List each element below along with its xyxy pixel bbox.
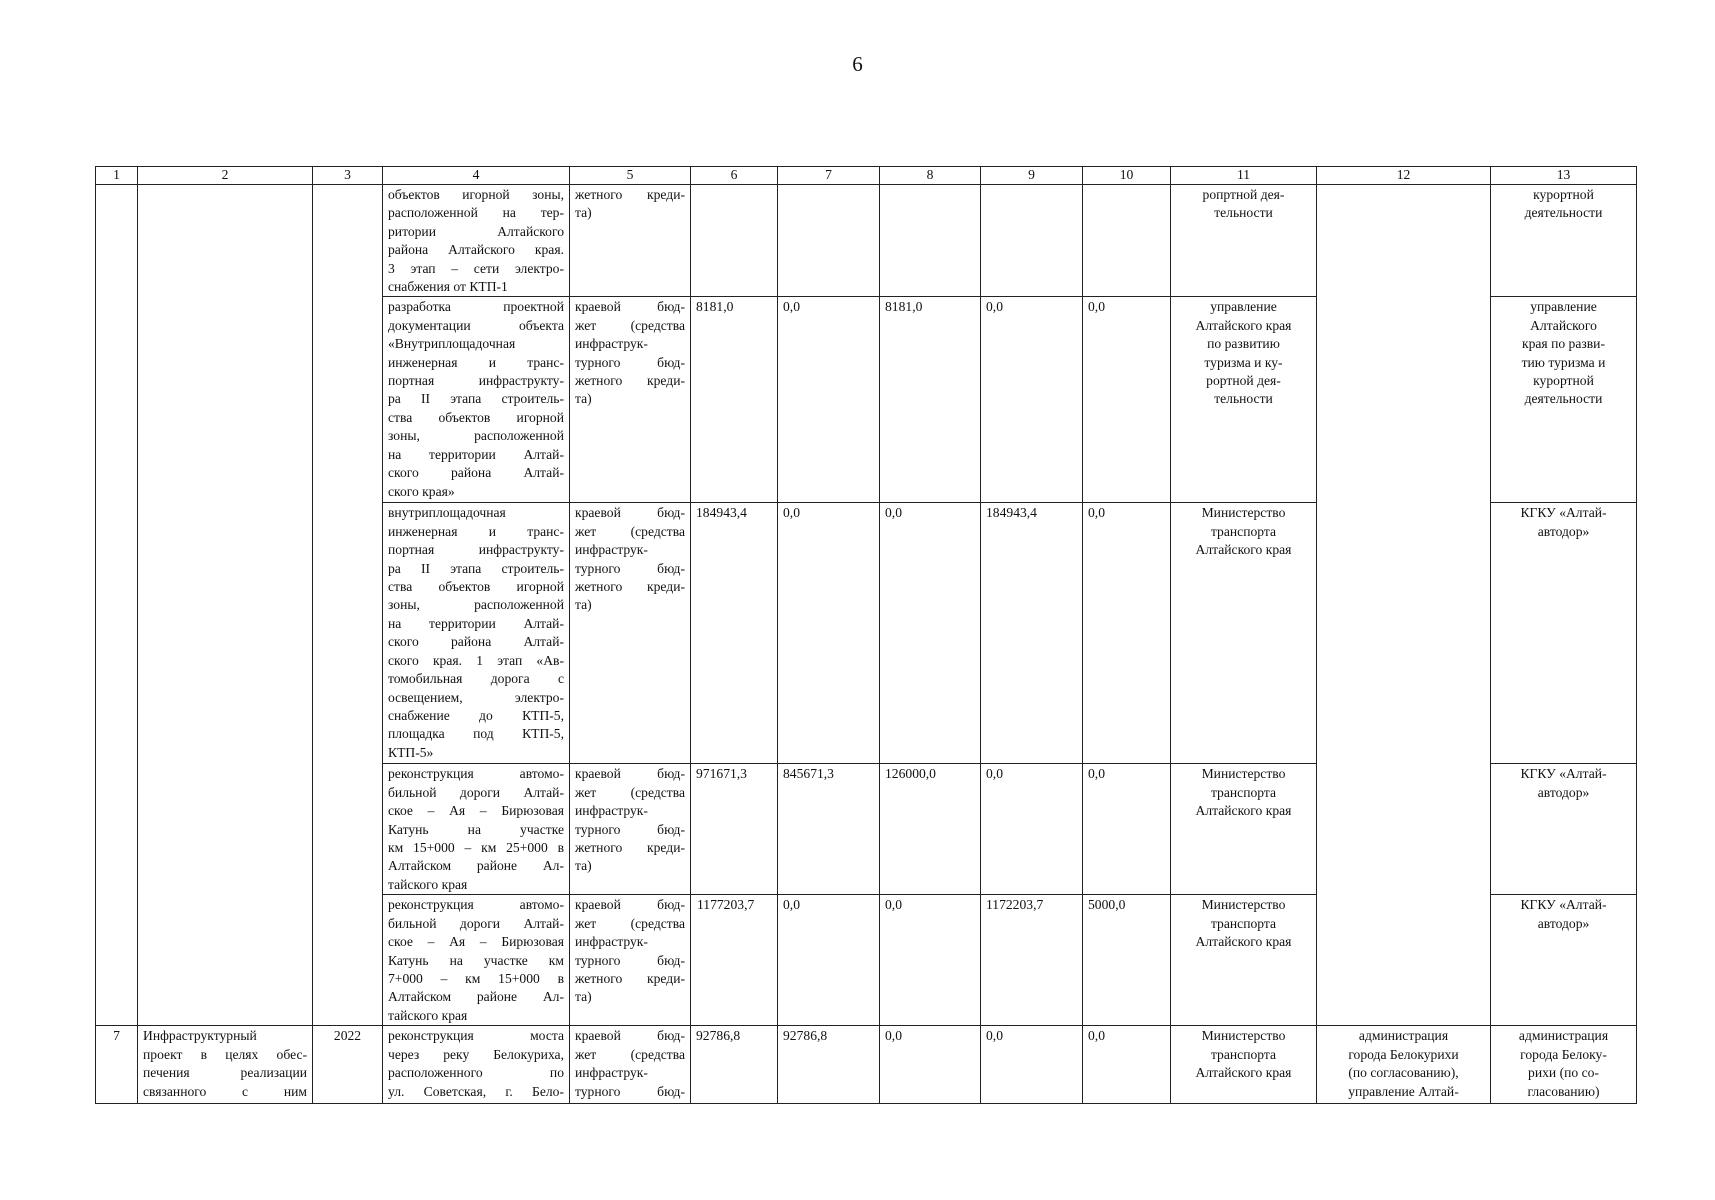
cell-funding-source bbox=[570, 185, 691, 297]
cell-funding-source bbox=[570, 764, 691, 895]
text-line: ства объектов игорной bbox=[388, 579, 564, 595]
cell-col1-merged bbox=[96, 185, 138, 1026]
text-line: Катунь на участке км bbox=[388, 952, 564, 968]
text-line: транспорта bbox=[1210, 1046, 1277, 1062]
cell-executor bbox=[1171, 185, 1317, 297]
text-line: (по согласованию), bbox=[1348, 1065, 1459, 1081]
text-line: Алтайского края bbox=[1195, 317, 1292, 333]
text-line: рихи (по со- bbox=[1528, 1065, 1599, 1081]
cell-customer bbox=[1491, 503, 1637, 764]
table-row bbox=[96, 185, 1637, 297]
text-line: турного бюд- bbox=[575, 821, 685, 837]
text-line: управление bbox=[1530, 299, 1597, 315]
text-line: реконструкция автомо- bbox=[388, 897, 564, 913]
text-line: краевой бюд- bbox=[575, 505, 685, 521]
text-line: инфраструк- bbox=[575, 1065, 648, 1081]
text-line: жет (средства bbox=[575, 317, 685, 333]
cell-year-2021: 0,0 bbox=[981, 297, 1083, 503]
cell-total: 971671,3 bbox=[691, 764, 778, 895]
text-line: расположенной на тер- bbox=[388, 205, 564, 221]
col-header-3: 3 bbox=[313, 167, 383, 185]
text-line: управление Алтай- bbox=[1348, 1083, 1459, 1099]
text-line: ра II этапа строитель- bbox=[388, 560, 564, 576]
text-line: автодор» bbox=[1537, 523, 1590, 539]
text-line: города Белоку- bbox=[1520, 1046, 1607, 1062]
text-line: турного бюд- bbox=[575, 1083, 685, 1099]
col-header-4: 4 bbox=[383, 167, 570, 185]
cell-year-2020: 0,0 bbox=[880, 895, 981, 1026]
text-line: жет (средства bbox=[575, 915, 685, 931]
text-line: жетного креди- bbox=[575, 187, 685, 202]
text-line: Министерство bbox=[1201, 766, 1286, 782]
text-line: объектов игорной зоны, bbox=[388, 187, 564, 202]
program-table bbox=[95, 166, 1637, 1104]
text-line: та) bbox=[575, 391, 592, 407]
text-line: зоны, расположенной bbox=[388, 597, 564, 613]
text-line: инженерная и транс- bbox=[388, 523, 564, 539]
text-line: ропртной дея- bbox=[1202, 187, 1285, 202]
text-line: гласованию) bbox=[1527, 1083, 1600, 1099]
cell-total: 1177203,7 bbox=[691, 895, 778, 1026]
text-line: ул. Советская, г. Бело- bbox=[388, 1083, 564, 1099]
text-line: жет (средства bbox=[575, 1046, 685, 1062]
cell-year-2020 bbox=[880, 185, 981, 297]
text-line: жет (средства bbox=[575, 784, 685, 800]
text-line: печения реализации bbox=[143, 1065, 307, 1081]
cell-col3-merged bbox=[313, 185, 383, 1026]
text-line: тельности bbox=[1214, 205, 1273, 221]
text-line: тайского края bbox=[388, 876, 468, 892]
text-line: документации объекта bbox=[388, 317, 564, 333]
text-line: Министерство bbox=[1201, 505, 1286, 521]
text-line: жетного креди- bbox=[575, 579, 685, 595]
cell-customer bbox=[1491, 1026, 1637, 1104]
text-line: на территории Алтай- bbox=[388, 446, 564, 462]
text-line: бильной дороги Алтай- bbox=[388, 915, 564, 931]
text-line: ское – Ая – Бирюзовая bbox=[388, 803, 564, 819]
cell-total: 92786,8 bbox=[691, 1026, 778, 1104]
cell-item-number: 7 bbox=[96, 1026, 138, 1104]
cell-customer bbox=[1491, 764, 1637, 895]
cell-year-2022: 0,0 bbox=[1083, 1026, 1171, 1104]
table-row bbox=[96, 1026, 1637, 1104]
text-line: рортной дея- bbox=[1206, 373, 1281, 389]
cell-executor bbox=[1171, 895, 1317, 1026]
column-number-row bbox=[96, 167, 1637, 185]
text-line: Алтайского bbox=[1530, 317, 1597, 333]
text-line: ства объектов игорной bbox=[388, 409, 564, 425]
cell-funding-source bbox=[570, 503, 691, 764]
cell-year: 2022 bbox=[313, 1026, 383, 1104]
cell-year-2020: 0,0 bbox=[880, 1026, 981, 1104]
text-line: деятельности bbox=[1524, 391, 1603, 407]
cell-year-2019 bbox=[778, 185, 880, 297]
cell-object bbox=[383, 503, 570, 764]
text-line: района Алтайского края. bbox=[388, 242, 564, 258]
text-line: через реку Белокуриха, bbox=[388, 1046, 564, 1062]
cell-executor bbox=[1171, 297, 1317, 503]
text-line: курортной bbox=[1533, 373, 1594, 389]
text-line: жетного креди- bbox=[575, 971, 685, 987]
text-line: ритории Алтайского bbox=[388, 223, 564, 239]
text-line: администрация bbox=[1518, 1028, 1609, 1044]
text-line: туризма и ку- bbox=[1204, 354, 1283, 370]
text-line: инфраструк- bbox=[575, 934, 648, 950]
text-line: связанного с ним bbox=[143, 1083, 307, 1099]
cell-participants bbox=[1317, 1026, 1491, 1104]
cell-year-2019: 0,0 bbox=[778, 297, 880, 503]
text-line: инфраструк- bbox=[575, 336, 648, 352]
text-line: томобильная дорога с bbox=[388, 671, 564, 687]
col-header-13: 13 bbox=[1491, 167, 1637, 185]
text-line: тайского края bbox=[388, 1007, 468, 1023]
page-number: 6 bbox=[852, 52, 863, 76]
text-line: турного бюд- bbox=[575, 560, 685, 576]
text-line: ра II этапа строитель- bbox=[388, 391, 564, 407]
cell-funding-source bbox=[570, 1026, 691, 1104]
col-header-11: 11 bbox=[1171, 167, 1317, 185]
cell-year-2020: 0,0 bbox=[880, 503, 981, 764]
col-header-12: 12 bbox=[1317, 167, 1491, 185]
text-line: бильной дороги Алтай- bbox=[388, 784, 564, 800]
text-line: КТП-5» bbox=[388, 744, 434, 760]
col-header-5: 5 bbox=[570, 167, 691, 185]
cell-year-2021: 1172203,7 bbox=[981, 895, 1083, 1026]
cell-customer bbox=[1491, 297, 1637, 503]
cell-year-2021: 0,0 bbox=[981, 1026, 1083, 1104]
text-line: Инфраструктурный bbox=[143, 1028, 257, 1044]
text-line: автодор» bbox=[1537, 784, 1590, 800]
text-line: жетного креди- bbox=[575, 373, 685, 389]
text-line: портная инфраструкту- bbox=[388, 373, 564, 389]
text-line: реконструкция автомо- bbox=[388, 766, 564, 782]
text-line: внутриплощадочная bbox=[388, 505, 506, 521]
cell-year-2019: 845671,3 bbox=[778, 764, 880, 895]
cell-executor bbox=[1171, 764, 1317, 895]
cell-year-2019: 0,0 bbox=[778, 895, 880, 1026]
text-line: Министерство bbox=[1201, 897, 1286, 913]
col-header-1: 1 bbox=[96, 167, 138, 185]
text-line: ского района Алтай- bbox=[388, 465, 564, 481]
text-line: расположенного по bbox=[388, 1065, 564, 1081]
cell-year-2019: 0,0 bbox=[778, 503, 880, 764]
text-line: администрация bbox=[1358, 1028, 1449, 1044]
text-line: Алтайском районе Ал- bbox=[388, 858, 564, 874]
text-line: ское – Ая – Бирюзовая bbox=[388, 934, 564, 950]
text-line: км 15+000 – км 25+000 в bbox=[388, 840, 564, 856]
text-line: ского района Алтай- bbox=[388, 634, 564, 650]
text-line: КГКУ «Алтай- bbox=[1520, 766, 1607, 782]
text-line: та) bbox=[575, 858, 592, 874]
col-header-9: 9 bbox=[981, 167, 1083, 185]
cell-total bbox=[691, 185, 778, 297]
text-line: зоны, расположенной bbox=[388, 428, 564, 444]
cell-year-2019: 92786,8 bbox=[778, 1026, 880, 1104]
text-line: инфраструк- bbox=[575, 803, 648, 819]
cell-year-2022: 5000,0 bbox=[1083, 895, 1171, 1026]
text-line: жет (средства bbox=[575, 523, 685, 539]
text-line: края по разви- bbox=[1522, 336, 1605, 352]
cell-customer bbox=[1491, 895, 1637, 1026]
text-line: Алтайского края bbox=[1195, 803, 1292, 819]
cell-year-2020: 126000,0 bbox=[880, 764, 981, 895]
cell-year-2020: 8181,0 bbox=[880, 297, 981, 503]
cell-object bbox=[383, 764, 570, 895]
text-line: Алтайского края bbox=[1195, 1065, 1292, 1081]
text-line: турного бюд- bbox=[575, 354, 685, 370]
cell-executor bbox=[1171, 503, 1317, 764]
text-line: автодор» bbox=[1537, 915, 1590, 931]
col-header-10: 10 bbox=[1083, 167, 1171, 185]
text-line: краевой бюд- bbox=[575, 1028, 685, 1044]
text-line: курортной bbox=[1533, 187, 1594, 202]
cell-total: 184943,4 bbox=[691, 503, 778, 764]
cell-col2-merged bbox=[138, 185, 313, 1026]
cell-year-2022: 0,0 bbox=[1083, 764, 1171, 895]
cell-funding-source bbox=[570, 895, 691, 1026]
text-line: та) bbox=[575, 597, 592, 613]
text-line: Алтайском районе Ал- bbox=[388, 989, 564, 1005]
text-line: портная инфраструкту- bbox=[388, 542, 564, 558]
cell-year-2021: 0,0 bbox=[981, 764, 1083, 895]
cell-object bbox=[383, 185, 570, 297]
text-line: проект в целях обес- bbox=[143, 1046, 307, 1062]
text-line: транспорта bbox=[1210, 915, 1277, 931]
cell-year-2021: 184943,4 bbox=[981, 503, 1083, 764]
text-line: разработка проектной bbox=[388, 299, 564, 315]
text-line: инженерная и транс- bbox=[388, 354, 564, 370]
text-line: Министерство bbox=[1201, 1028, 1286, 1044]
cell-year-2021 bbox=[981, 185, 1083, 297]
text-line: освещением, электро- bbox=[388, 689, 564, 705]
cell-year-2022: 0,0 bbox=[1083, 297, 1171, 503]
col-header-8: 8 bbox=[880, 167, 981, 185]
text-line: инфраструк- bbox=[575, 542, 648, 558]
cell-object bbox=[383, 297, 570, 503]
text-line: тию туризма и bbox=[1521, 354, 1606, 370]
text-line: ского края. 1 этап «Ав- bbox=[388, 652, 564, 668]
cell-project-name bbox=[138, 1026, 313, 1104]
text-line: турного бюд- bbox=[575, 952, 685, 968]
text-line: та) bbox=[575, 205, 592, 221]
cell-year-2022: 0,0 bbox=[1083, 503, 1171, 764]
text-line: Алтайского края bbox=[1195, 934, 1292, 950]
cell-year-2022 bbox=[1083, 185, 1171, 297]
text-line: управление bbox=[1210, 299, 1277, 315]
cell-funding-source bbox=[570, 297, 691, 503]
text-line: КГКУ «Алтай- bbox=[1520, 897, 1607, 913]
text-line: та) bbox=[575, 989, 592, 1005]
text-line: КГКУ «Алтай- bbox=[1520, 505, 1607, 521]
cell-col12-merged bbox=[1317, 185, 1491, 1026]
cell-object bbox=[383, 1026, 570, 1104]
text-line: на территории Алтай- bbox=[388, 615, 564, 631]
text-line: площадка под КТП-5, bbox=[388, 726, 564, 742]
col-header-2: 2 bbox=[138, 167, 313, 185]
cell-total: 8181,0 bbox=[691, 297, 778, 503]
text-line: города Белокурихи bbox=[1348, 1046, 1459, 1062]
text-line: снабжения от КТП-1 bbox=[388, 279, 508, 295]
text-line: деятельности bbox=[1524, 205, 1603, 221]
text-line: краевой бюд- bbox=[575, 897, 685, 913]
col-header-6: 6 bbox=[691, 167, 778, 185]
text-line: реконструкция моста bbox=[388, 1028, 564, 1044]
text-line: Катунь на участке bbox=[388, 821, 564, 837]
text-line: «Внутриплощадочная bbox=[388, 336, 516, 352]
text-line: снабжение до КТП-5, bbox=[388, 707, 564, 723]
text-line: по развитию bbox=[1207, 336, 1280, 352]
text-line: жетного креди- bbox=[575, 840, 685, 856]
text-line: 7+000 – км 15+000 в bbox=[388, 971, 564, 987]
text-line: Алтайского края bbox=[1195, 542, 1292, 558]
cell-object bbox=[383, 895, 570, 1026]
col-header-7: 7 bbox=[778, 167, 880, 185]
text-line: краевой бюд- bbox=[575, 766, 685, 782]
text-line: 3 этап – сети электро- bbox=[388, 260, 564, 276]
text-line: транспорта bbox=[1210, 784, 1277, 800]
text-line: транспорта bbox=[1210, 523, 1277, 539]
cell-customer bbox=[1491, 185, 1637, 297]
cell-executor bbox=[1171, 1026, 1317, 1104]
text-line: краевой бюд- bbox=[575, 299, 685, 315]
text-line: тельности bbox=[1214, 391, 1273, 407]
text-line: ского края» bbox=[388, 483, 455, 499]
